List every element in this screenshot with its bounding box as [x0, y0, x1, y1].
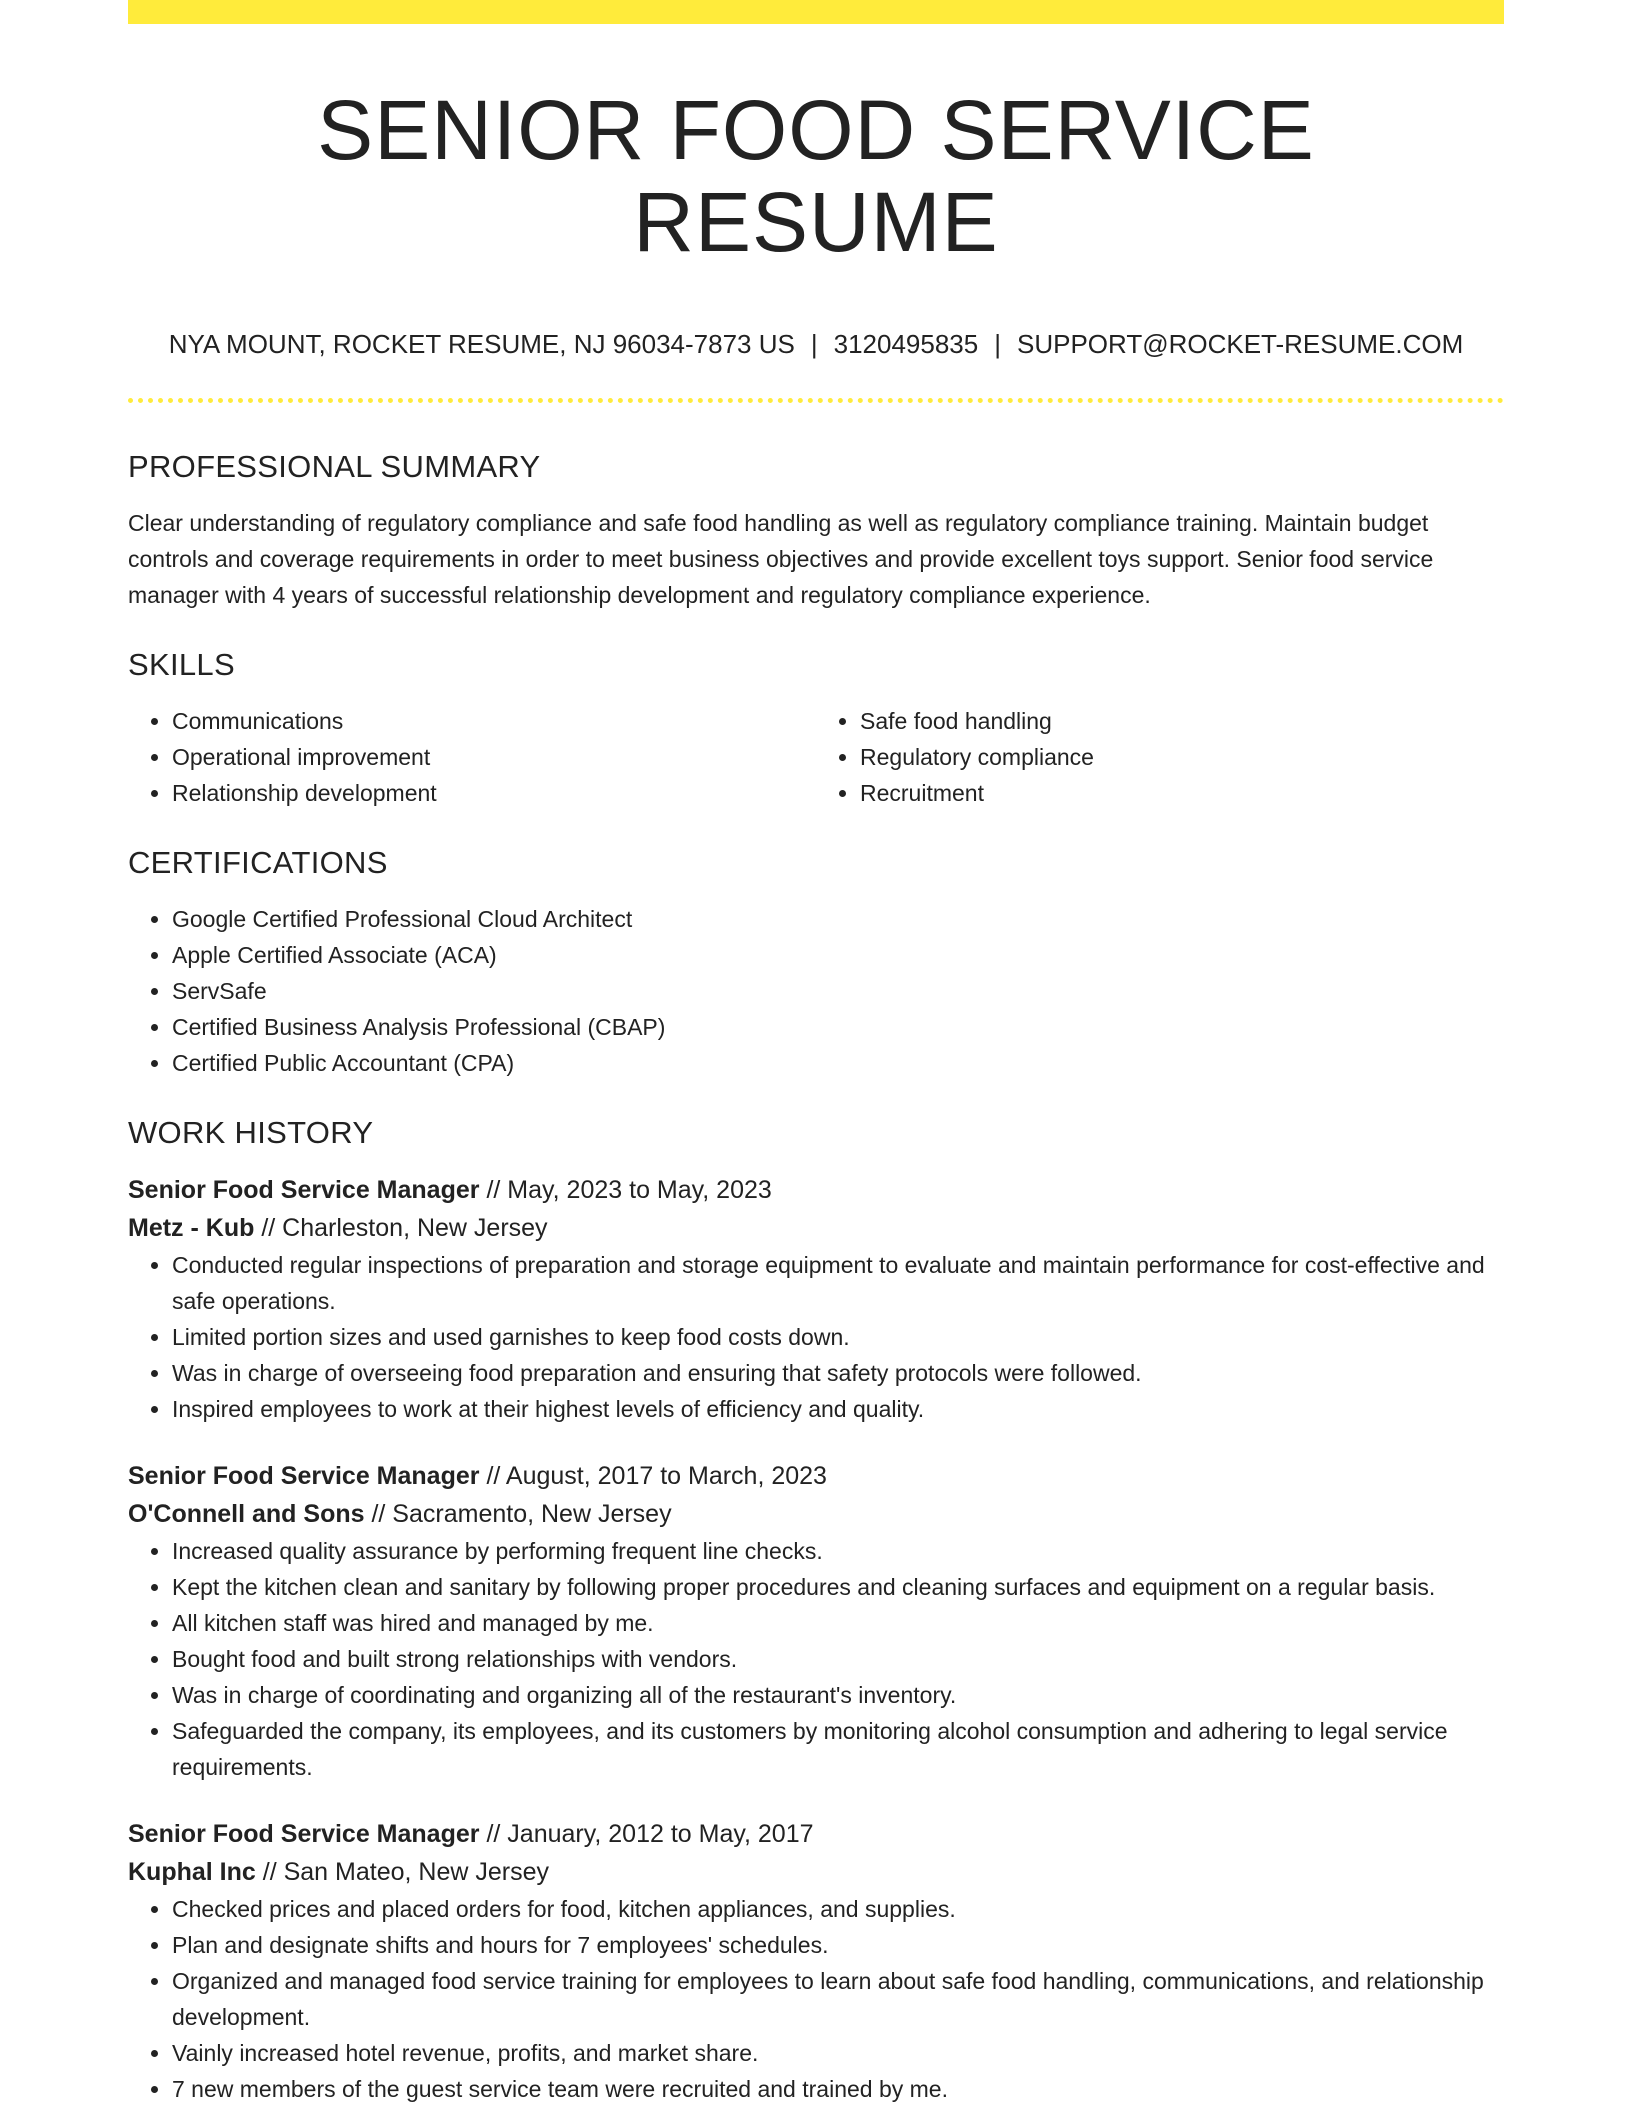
job-location: // San Mateo, New Jersey [262, 1857, 549, 1886]
contact-email: SUPPORT@ROCKET-RESUME.COM [1016, 328, 1464, 359]
certifications-heading: CERTIFICATIONS [128, 844, 388, 880]
skill-item: • Safe food handling [860, 703, 1504, 739]
job-bullet: • Safeguarded the company, its employees, and its customers by monitoring alcohol consumption and adhering to legal service requirements. [172, 1713, 1504, 1785]
job-entry [128, 1171, 1504, 1427]
job-bullet: • Inspired employees to work at their highest levels of efficiency and quality. [172, 1391, 1504, 1427]
skill-item: • Regulatory compliance [860, 739, 1504, 775]
skills-section [128, 647, 1504, 811]
job-bullet: • Was in charge of overseeing food preparation and ensuring that safety protocols were followed. [172, 1355, 1504, 1391]
skills-grid [128, 703, 1504, 811]
job-title-line [128, 1815, 1504, 1853]
job-dates: // May, 2023 to May, 2023 [486, 1175, 772, 1204]
job-title: Senior Food Service Manager [128, 1175, 480, 1204]
job-location: // Sacramento, New Jersey [371, 1499, 672, 1528]
job-bullets [128, 1533, 1504, 1785]
work-history-section [128, 1115, 1504, 2107]
contact-phone: 3120495835 [833, 328, 979, 359]
job-bullets [128, 1891, 1504, 2107]
certifications-list [128, 901, 1504, 1081]
job-company-line [128, 1853, 1504, 1891]
contact-line [128, 329, 1504, 360]
skill-item: • Relationship development [172, 775, 816, 811]
resume-page [128, 0, 1504, 2107]
contact-address: NYA MOUNT, ROCKET RESUME, NJ 96034-7873 US [168, 328, 795, 359]
summary-heading: PROFESSIONAL SUMMARY [128, 448, 541, 484]
job-bullet: • Bought food and built strong relationships with vendors. [172, 1641, 1504, 1677]
certification-item: • Apple Certified Associate (ACA) [172, 937, 1504, 973]
certification-item: • ServSafe [172, 973, 1504, 1009]
job-bullets [128, 1247, 1504, 1427]
work-history-heading: WORK HISTORY [128, 1114, 374, 1150]
job-company-line [128, 1495, 1504, 1533]
job-bullet: • Increased quality assurance by performing frequent line checks. [172, 1533, 1504, 1569]
skill-item: • Communications [172, 703, 816, 739]
certification-item: • Certified Public Accountant (CPA) [172, 1045, 1504, 1081]
skills-list-right [816, 703, 1504, 811]
job-entry [128, 1815, 1504, 2107]
job-bullet: • Was in charge of coordinating and organizing all of the restaurant's inventory. [172, 1677, 1504, 1713]
contact-separator: | [810, 328, 818, 359]
job-bullet: • 7 new members of the guest service team were recruited and trained by me. [172, 2071, 1504, 2107]
job-title-line [128, 1171, 1504, 1209]
job-title: Senior Food Service Manager [128, 1819, 480, 1848]
job-dates: // August, 2017 to March, 2023 [486, 1461, 827, 1490]
skills-list-left [128, 703, 816, 811]
certification-item: • Google Certified Professional Cloud Architect [172, 901, 1504, 937]
job-bullet: • Organized and managed food service training for employees to learn about safe food handling, communications, and relationship development. [172, 1963, 1504, 2035]
job-company: Metz - Kub [128, 1213, 255, 1242]
skills-heading: SKILLS [128, 646, 235, 682]
skill-item: • Recruitment [860, 775, 1504, 811]
header-divider [128, 398, 1504, 403]
summary-section [128, 449, 1504, 613]
job-company: O'Connell and Sons [128, 1499, 365, 1528]
job-title: Senior Food Service Manager [128, 1461, 480, 1490]
job-company: Kuphal Inc [128, 1857, 256, 1886]
job-dates: // January, 2012 to May, 2017 [486, 1819, 814, 1848]
job-entry [128, 1457, 1504, 1785]
contact-separator: | [994, 328, 1001, 359]
resume-title: SENIOR FOOD SERVICE RESUME [317, 83, 1315, 270]
certifications-section [128, 845, 1504, 1081]
job-title-line [128, 1457, 1504, 1495]
certification-item: • Certified Business Analysis Professional (CBAP) [172, 1009, 1504, 1045]
job-bullet: • Plan and designate shifts and hours for 7 employees' schedules. [172, 1927, 1504, 1963]
job-bullet: • Limited portion sizes and used garnishes to keep food costs down. [172, 1319, 1504, 1355]
skill-item: • Operational improvement [172, 739, 816, 775]
job-bullet: • All kitchen staff was hired and managed by me. [172, 1605, 1504, 1641]
job-bullet: • Conducted regular inspections of preparation and storage equipment to evaluate and maintain performance for cost-effective and safe operations. [172, 1247, 1504, 1319]
job-bullet: • Kept the kitchen clean and sanitary by following proper procedures and cleaning surfaces and equipment on a regular basis. [172, 1569, 1504, 1605]
job-bullet: • Vainly increased hotel revenue, profits, and market share. [172, 2035, 1504, 2071]
job-location: // Charleston, New Jersey [261, 1213, 548, 1242]
job-bullet: • Checked prices and placed orders for food, kitchen appliances, and supplies. [172, 1891, 1504, 1927]
top-accent-bar [128, 0, 1504, 24]
job-company-line [128, 1209, 1504, 1247]
summary-text: Clear understanding of regulatory compliance and safe food handling as well as regulatory compliance training. Maintain budget controls and coverage requirements in order to meet business objectives and provide excellent toys support. Senior food service manager with 4 years of successful relationship development and regulatory compliance experience. [128, 509, 1434, 608]
